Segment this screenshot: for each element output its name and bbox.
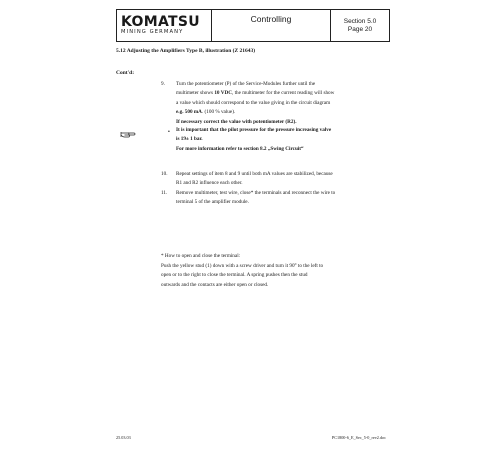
footnote-line-1: * How to open and close the terminal: bbox=[161, 253, 241, 259]
note-bullet: • bbox=[168, 129, 170, 135]
step-9-line-4b: . (100 % value). bbox=[201, 109, 236, 116]
step-9-voltage: 10 VDC bbox=[214, 90, 232, 97]
step-9-line-1: Turn the potentiometer (P) of the Service-Modules further until the bbox=[176, 81, 316, 87]
logo-brand: KOMATSU bbox=[121, 14, 200, 30]
step-9-line-5: If necessary correct the value with potentiometer (R2). bbox=[176, 118, 297, 125]
footnote-line-2: Push the yellow stud (1) down with a screw driver and turn it 90° to the left to bbox=[161, 262, 324, 269]
step-10-number: 10. bbox=[161, 171, 168, 177]
chapter-title: Controlling bbox=[212, 10, 331, 41]
step-11-line-2: terminal 5 of the amplifier module. bbox=[176, 199, 249, 206]
step-9-line-2a: multimeter shows bbox=[176, 90, 215, 97]
logo-subtitle: MINING GERMANY bbox=[121, 29, 184, 35]
step-9-text bbox=[176, 80, 386, 127]
footnote-line-4: outwards and the contacts are either open or closed. bbox=[161, 281, 269, 288]
note-line-3: For more information refer to section 8.2 „Swing Circuit“ bbox=[176, 145, 304, 152]
note-line-2: is 19± 1 bar. bbox=[176, 136, 203, 143]
step-10-line-1: Repeat settings of item 8 and 9 until both mA values are stabilized, because bbox=[176, 171, 333, 177]
continued-label: Cont'd: bbox=[116, 70, 135, 76]
step-9-line-2 bbox=[176, 89, 386, 98]
footer-date: 25.03.03 bbox=[116, 435, 131, 440]
step-10-text bbox=[176, 170, 386, 189]
step-11-line-1: Remove multimeter, test wire, close* the terminals and reconnect the wire to bbox=[176, 190, 336, 196]
section-number: Section 5.0 bbox=[343, 17, 377, 25]
step-11-number: 11. bbox=[161, 190, 168, 196]
komatsu-logo bbox=[117, 10, 212, 41]
step-9-line-4 bbox=[176, 108, 386, 117]
page-header bbox=[116, 9, 390, 42]
step-9-number: 9. bbox=[161, 81, 165, 87]
step-9-current: e.g. 500 mA bbox=[176, 109, 202, 116]
step-9-line-2c: , the multimeter for the current reading will show bbox=[231, 90, 335, 97]
section-heading: 5.12 Adjusting the Amplifiers Type B, illustration (Z 21643) bbox=[116, 48, 256, 54]
step-11-text bbox=[176, 189, 386, 208]
section-box bbox=[331, 10, 389, 41]
pointing-hand-icon bbox=[120, 129, 136, 139]
important-note bbox=[176, 126, 386, 154]
step-9-line-3: a value which should correspond to the value giving in the circuit diagram bbox=[176, 99, 331, 106]
footnote-line-3: open or to the right to close the terminal. A spring pushes then the stud bbox=[161, 272, 308, 279]
footer-document-name: PC1800-6_E_Sec_5-0_rev2.doc bbox=[331, 435, 386, 440]
terminal-footnote bbox=[161, 252, 381, 290]
step-10-line-2: R1 and R2 influence each other. bbox=[176, 180, 243, 187]
note-line-1: It is important that the pilot pressure for the pressure increasing valve bbox=[176, 127, 332, 133]
page-number: Page 20 bbox=[347, 25, 373, 33]
